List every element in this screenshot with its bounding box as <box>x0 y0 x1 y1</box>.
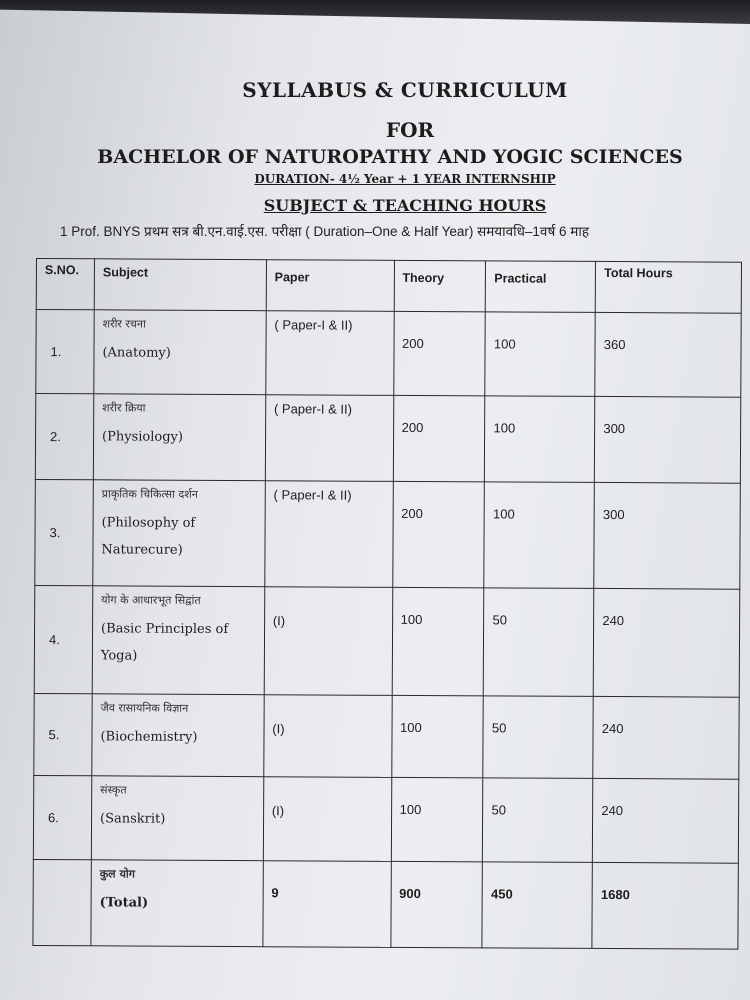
row-subject <box>91 776 263 861</box>
syllabus-table <box>32 258 742 950</box>
row-total: 360 <box>595 312 741 397</box>
table-row <box>35 479 741 589</box>
table-header-row <box>36 259 741 314</box>
row-subject <box>92 586 264 695</box>
row-paper: ( Paper-I & II) <box>266 311 394 396</box>
total-practical: 450 <box>482 862 592 949</box>
total-theory: 900 <box>390 861 482 947</box>
total-sno-empty <box>33 859 91 945</box>
subject-hindi: जैव रासायनिक विज्ञान <box>100 701 189 715</box>
total-row <box>33 859 738 949</box>
intro-line: 1 Prof. BNYS प्रथम सत्र बी.एन.वाई.एस. परीक्षा ( Duration–One & Half Year) समयावधि–1वर्ष 6 माह <box>60 224 589 239</box>
header-theory: Theory <box>394 260 486 311</box>
total-hours: 1680 <box>592 862 738 949</box>
subject-hindi: योग के आधारभूत सिद्वांत <box>101 593 201 607</box>
header-paper: Paper <box>266 260 394 312</box>
row-paper: ( Paper-I & II) <box>265 481 393 588</box>
total-subject <box>91 860 263 947</box>
row-theory: 100 <box>391 695 483 777</box>
row-sno: 6. <box>33 775 91 859</box>
row-total: 300 <box>595 396 741 483</box>
subject-hindi: संस्कृत <box>100 783 127 797</box>
title-syllabus: SYLLABUS & CURRICULUM <box>242 78 568 102</box>
header-sno: S.NO. <box>36 259 94 310</box>
table-row <box>33 775 738 863</box>
subject-english: (Philosophy of Naturecure) <box>101 515 196 558</box>
total-hindi: कुल योग <box>99 867 135 881</box>
table-row <box>35 394 740 484</box>
row-practical: 100 <box>485 396 595 483</box>
row-subject <box>93 394 265 481</box>
photo-top-edge <box>0 0 750 24</box>
header-total-hours: Total Hours <box>595 261 741 313</box>
row-practical: 100 <box>485 312 595 397</box>
title-degree: BACHELOR OF NATUROPATHY AND YOGIC SCIENCES <box>97 146 683 168</box>
row-subject <box>92 694 264 777</box>
row-subject <box>93 480 265 587</box>
subject-hindi: प्राकृतिक चिकित्सा दर्शन <box>101 487 198 501</box>
row-sno: 2. <box>35 394 93 480</box>
row-sno: 5. <box>34 693 92 775</box>
row-sno: 3. <box>35 479 94 585</box>
subject-english: (Anatomy) <box>102 345 171 361</box>
row-total: 240 <box>593 696 739 779</box>
duration-line: DURATION- 4½ Year + 1 YEAR INTERNSHIP <box>254 172 556 186</box>
subject-english: (Biochemistry) <box>100 729 198 745</box>
row-paper: ( Paper-I & II) <box>265 395 393 482</box>
row-paper: (I) <box>263 777 391 862</box>
row-total: 240 <box>593 778 739 863</box>
total-paper: 9 <box>263 861 391 948</box>
row-sno: 4. <box>34 585 93 693</box>
row-theory: 200 <box>393 395 485 481</box>
row-practical: 50 <box>483 696 593 779</box>
row-subject <box>94 310 266 395</box>
row-theory: 200 <box>392 481 484 587</box>
row-paper: (I) <box>264 695 392 778</box>
row-theory: 100 <box>392 587 484 695</box>
row-theory: 100 <box>391 777 483 861</box>
table-row <box>34 693 739 779</box>
subtitle-teaching-hours: SUBJECT & TEACHING HOURS <box>263 196 547 215</box>
title-for: FOR <box>385 118 435 142</box>
row-sno: 1. <box>36 310 94 394</box>
subject-english: (Basic Principles of Yoga) <box>100 621 229 664</box>
row-total: 300 <box>594 482 740 589</box>
total-english: (Total) <box>99 895 149 911</box>
row-practical: 50 <box>483 778 593 863</box>
subject-hindi: शरीर क्रिया <box>102 401 146 415</box>
header-subject: Subject <box>94 259 266 311</box>
subject-english: (Physiology) <box>101 429 183 445</box>
subject-english: (Sanskrit) <box>99 811 166 827</box>
table-row <box>34 585 740 697</box>
row-practical: 100 <box>484 482 594 589</box>
row-total: 240 <box>593 588 739 697</box>
subject-hindi: शरीर रचना <box>102 317 146 331</box>
row-practical: 50 <box>484 588 594 697</box>
header-practical: Practical <box>486 261 596 313</box>
table-row <box>36 310 741 398</box>
row-theory: 200 <box>393 311 485 395</box>
row-paper: (I) <box>264 587 392 696</box>
